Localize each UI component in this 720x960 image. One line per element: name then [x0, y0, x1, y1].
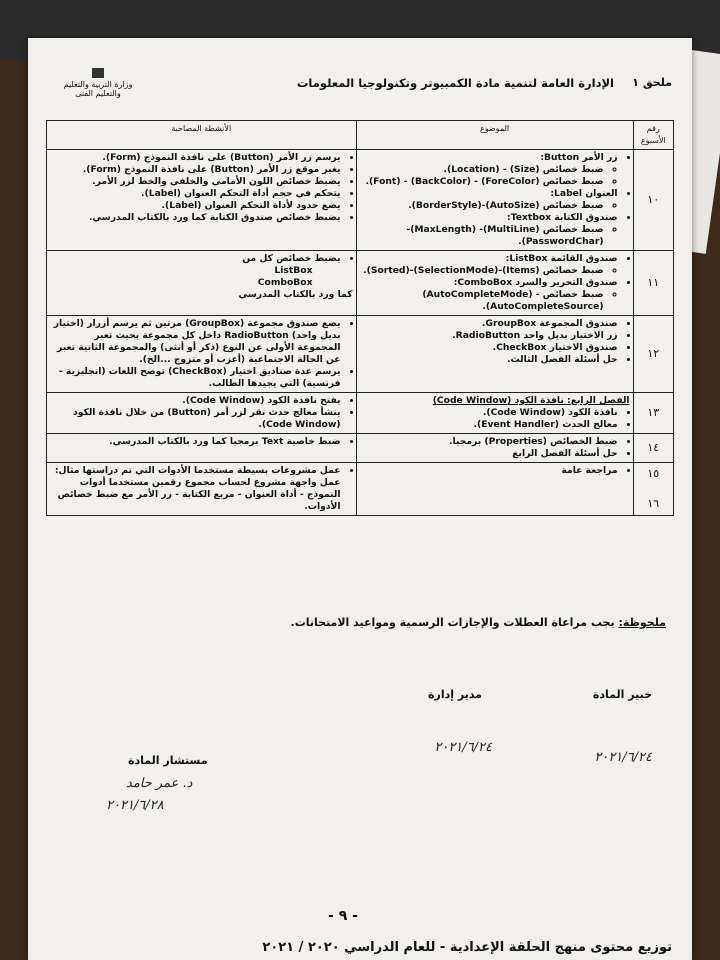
activities-cell	[47, 316, 357, 393]
activities-list	[50, 152, 353, 224]
week-number-cell	[633, 463, 673, 516]
topic-item: • مراجعة عامة	[360, 465, 618, 477]
ministry-logo	[58, 68, 138, 108]
topic-item: • صندوق الاختيار CheckBox.	[360, 342, 618, 354]
consultant-name: د. عمر حامد	[126, 776, 193, 791]
topic-item: ◦ ضبط خصائص (Size) - (Location).	[360, 164, 604, 176]
activities-cell	[47, 434, 357, 463]
activity-item: • يتحكم في حجم أداة التحكم العنوان (Label).	[50, 188, 341, 200]
document-page	[28, 38, 692, 960]
curriculum-table	[46, 120, 674, 516]
table-row-week-14	[47, 434, 674, 463]
topic-cell	[356, 463, 633, 516]
activities-list	[50, 395, 353, 431]
table-row-week-13	[47, 393, 674, 434]
activities-list	[50, 318, 353, 390]
topic-item: ◦ ضبط خصائص (AutoSize)-(BorderStyle).	[360, 200, 604, 212]
topic-item: • معالج الحدث (Event Handler).	[360, 419, 618, 431]
activity-item: • يفتح نافذة الكود (Code Window).	[50, 395, 341, 407]
topic-item: • زر الاختيار بديل واحد RadioButton.	[360, 330, 618, 342]
topic-list	[360, 318, 630, 366]
topic-item: • ضبط الخصائص (Properties) برمجيا.	[360, 436, 618, 448]
manager-title: مدير إدارة	[428, 688, 482, 701]
activity-item: • يضع حدود لأداة التحكم العنوان (Label).	[50, 200, 341, 212]
page-footer: توزيع محتوى منهج الحلقة الإعدادية - للعام الدراسي ٢٠٢٠ / ٢٠٢١	[262, 940, 672, 955]
topic-cell	[356, 150, 633, 251]
topic-item: • حل أسئلة الفصل الرابع	[360, 448, 618, 460]
activity-item: • يضع صندوق مجموعة (GroupBox) مرتين ثم يرسم أزرار (اختيار بديل واحد) RadioButton داخل كل مجموعة بحيث تعبر المجموعة الأولى عن النوع (ذكر أو أنثى) والمجموعة الثانية تعبر عن الحالة الاجتماعية (أعزب أو متزوج ...الخ).	[50, 318, 341, 366]
topic-cell	[356, 251, 633, 316]
topic-list	[360, 152, 630, 248]
activity-item: • يضبط خصائص اللون الأمامي والخلفي والخط لزر الأمر.	[50, 176, 341, 188]
week-number: ١٤	[647, 441, 660, 454]
note	[291, 616, 666, 629]
topic-list	[360, 465, 630, 477]
topic-item: • زر الأمر Button:	[360, 152, 618, 164]
page-header	[48, 68, 672, 104]
week-number-cell	[633, 150, 673, 251]
activity-item: • ضبط خاصية Text برمجيا كما ورد بالكتاب المدرسي.	[50, 436, 341, 448]
topic-item: • صندوق القائمة ListBox:	[360, 253, 618, 265]
topic-item: • نافذة الكود (Code Window).	[360, 407, 618, 419]
activity-control-name: ListBox	[274, 265, 313, 276]
week-number: ١٥	[647, 467, 660, 480]
week-number: ١١	[647, 276, 660, 289]
table-header-row	[47, 121, 674, 150]
activity-outro: كما ورد بالكتاب المدرسي	[238, 289, 353, 300]
header-topic: الموضوع	[356, 121, 633, 150]
manager-date: ٢٠٢١/٦/٢٤	[434, 740, 492, 755]
topic-item: • صندوق المجموعة GroupBox.	[360, 318, 618, 330]
table-row-week-15-16	[47, 463, 674, 516]
activity-item: • عمل مشروعات بسيطة مستخدما الأدوات التي تم دراستها مثال: عمل واجهة مشروع لحساب مجموع رقمين مستخدما أدوات النموذج - أداة العنوان - مربع الكتابة - زر الأمر مع ضبط خصائص الأدوات.	[50, 465, 341, 513]
week-number: ١٠	[647, 193, 660, 206]
activity-item: • يضبط خصائص صندوق الكتابة كما ورد بالكتاب المدرسي.	[50, 212, 341, 224]
header-activities: الأنشطة المصاحبة	[47, 121, 357, 150]
week-number-2: ١٦	[647, 497, 660, 510]
table-row-week-11	[47, 251, 674, 316]
activities-cell	[47, 251, 357, 316]
topic-cell	[356, 316, 633, 393]
topic-list	[360, 253, 630, 313]
page-number: - ٩ -	[328, 908, 358, 924]
note-text: يجب مراعاة العطلات والإجازات الرسمية ومواعيد الامتحانات.	[290, 616, 615, 629]
header-week: رقم الأسبوع	[633, 121, 673, 150]
week-number: ١٣	[647, 406, 660, 419]
week-number-cell	[633, 393, 673, 434]
topic-item: • صندوق التحرير والسرد ComboBox:	[360, 277, 618, 289]
week-number: ١٢	[647, 347, 660, 360]
topic-item: • حل أسئلة الفصل الثالث.	[360, 354, 618, 366]
note-label: ملحوظة:	[618, 616, 666, 629]
topic-list	[360, 436, 630, 460]
table-row-week-12	[47, 316, 674, 393]
activity-control-name: ComboBox	[257, 277, 313, 288]
topic-item: ◦ ضبط خصائص (ForeColor) - (BackColor) - (Font).	[360, 176, 604, 188]
topic-item: • العنوان Label:	[360, 188, 618, 200]
activity-item: • يضبط خصائص كل من	[50, 253, 341, 265]
week-number-cell	[633, 316, 673, 393]
activities-cell	[47, 463, 357, 516]
topic-item: • صندوق الكتابة Textbox:	[360, 212, 618, 224]
activity-item: • يغير موقع زر الأمر (Button) على نافذة النموذج (Form).	[50, 164, 341, 176]
topic-cell	[356, 393, 633, 434]
consultant-title: مستشار المادة	[128, 754, 208, 767]
activities-cell	[47, 393, 357, 434]
eagle-icon	[92, 68, 104, 78]
topic-item: ◦ ضبط خصائص (MultiLine)- (MaxLength)- (PasswordChar).	[360, 224, 604, 248]
activities-cell	[47, 150, 357, 251]
department-title: الإدارة العامة لتنمية مادة الكمبيوتر وتكنولوجيا المعلومات	[296, 76, 614, 90]
activities-list	[50, 465, 353, 513]
annex-label: ملحق ١	[632, 76, 672, 89]
consultant-date: ٢٠٢١/٦/٢٨	[106, 798, 164, 813]
week-number-cell	[633, 251, 673, 316]
topic-cell	[356, 434, 633, 463]
activities-list	[50, 436, 353, 448]
logo-line-1: وزارة التربية والتعليم	[63, 80, 133, 89]
table-row-week-10	[47, 150, 674, 251]
logo-line-2: والتعليم الفنى	[75, 89, 121, 98]
activity-item: • يرسم عدة صناديق اختيار (CheckBox) توضح اللغات (انجليزية - فرنسية) التي يجيدها الطالب.	[50, 366, 341, 390]
activity-item: • يرسم زر الأمر (Button) على نافذة النموذج (Form).	[50, 152, 341, 164]
expert-date: ٢٠٢١/٦/٢٤	[594, 750, 652, 765]
topic-item: ◦ ضبط خصائص - (AutoCompleteMode) (AutoCompleteSource).	[360, 289, 604, 313]
topic-heading: الفصل الرابع: نافذة الكود (Code Window)	[432, 395, 630, 406]
topic-item: ◦ ضبط خصائص (Items)-(SelectionMode)-(Sorted).	[360, 265, 604, 277]
topic-list	[360, 407, 630, 431]
week-number-cell	[633, 434, 673, 463]
expert-title: خبير المادة	[592, 688, 652, 701]
activities-list	[50, 253, 353, 265]
activity-item: • ينشأ معالج حدث نقر لزر أمر (Button) من خلال نافذة الكود (Code Window).	[50, 407, 341, 431]
